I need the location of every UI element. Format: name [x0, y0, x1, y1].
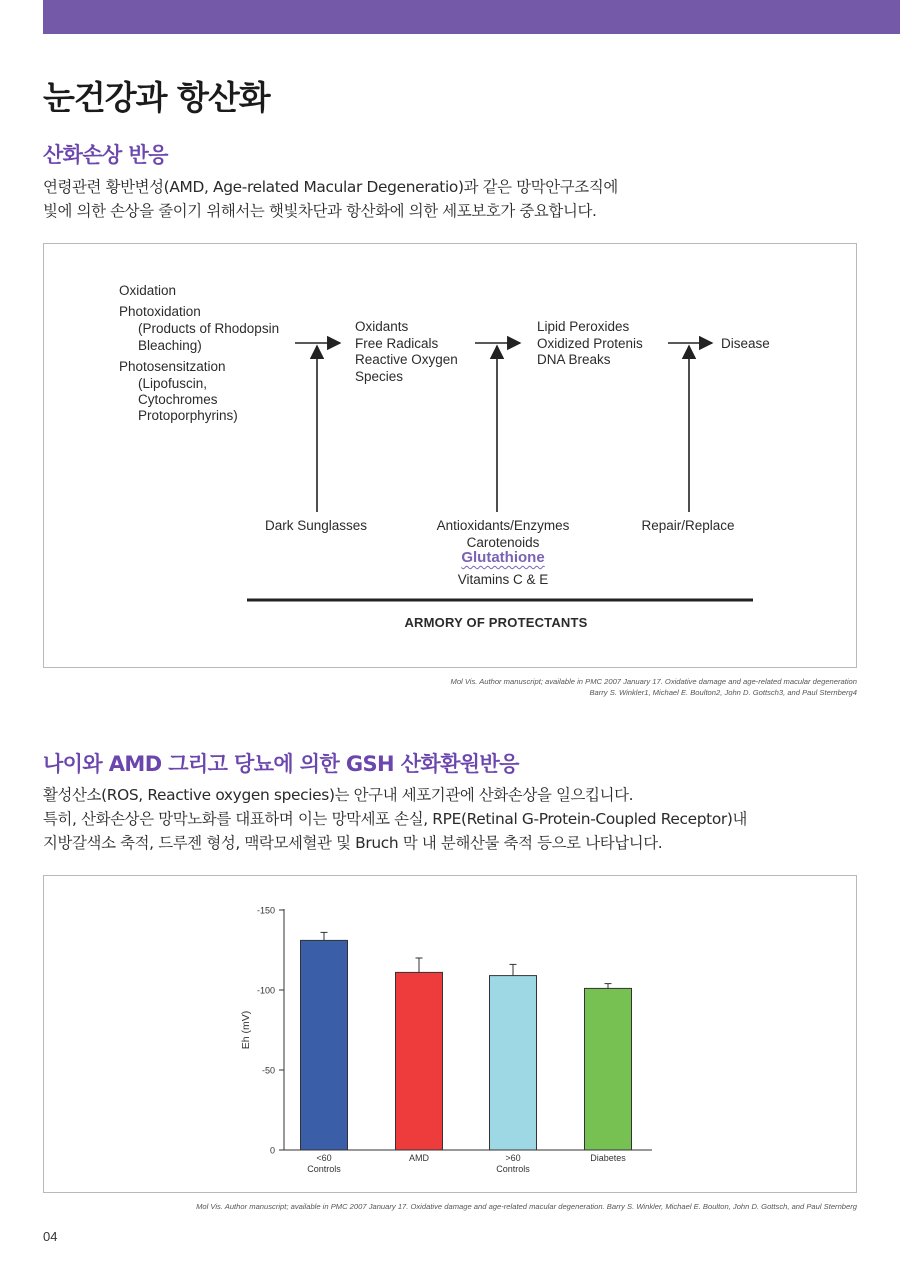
protectant-repair-replace: Repair/Replace	[641, 518, 735, 533]
damage-line-3: DNA Breaks	[537, 352, 611, 367]
section2-citation: Mol Vis. Author manuscript; available in PMC 2007 January 17. Oxidative damage and age-related macular degeneration. Barry S. Winkler, Michael E. Boulton, John D. Gottsch, and Paul Sternberg	[196, 1202, 857, 1211]
disease-label: Disease	[721, 336, 770, 351]
section2-line-1: 활성산소(ROS, Reactive oxygen species)는 안구내 세포기관에 산화손상을 일으킵니다.	[43, 786, 634, 804]
protectant-antioxidants: Antioxidants/Enzymes	[436, 518, 570, 533]
protectant-carotenoids: Carotenoids	[466, 535, 540, 550]
armory-label: ARMORY OF PROTECTANTS	[404, 615, 588, 630]
gsh-chart-box	[43, 875, 857, 1193]
oxidants-line-4: Species	[355, 369, 404, 384]
y-axis-title: Eh (mV)	[240, 1010, 252, 1050]
section1-citation	[451, 676, 858, 698]
y-tick-label: 0	[269, 1145, 275, 1156]
section1-citation-line-2: Barry S. Winkler1, Michael E. Boulton2, John D. Gottsch3, and Paul Sternberg4	[589, 688, 857, 697]
bar	[396, 972, 443, 1150]
cause-photoxidation: Photoxidation	[119, 304, 201, 319]
protectant-dark-sunglasses: Dark Sunglasses	[264, 518, 368, 533]
section1-title: 산화손상 반응	[43, 143, 168, 167]
section1-citation-line-1: Mol Vis. Author manuscript; available in PMC 2007 January 17. Oxidative damage and age-related macular degeneration	[450, 677, 857, 686]
oxidative-damage-diagram	[43, 243, 857, 668]
section2-line-2: 특히, 산화손상은 망막노화를 대표하며 이는 망막세포 손실, RPE(Retinal G-Protein-Coupled Receptor)내	[43, 810, 748, 828]
bar	[490, 976, 537, 1150]
damage-line-1: Lipid Peroxides	[537, 319, 630, 334]
oxidants-line-1: Oxidants	[355, 319, 409, 334]
cause-oxidation: Oxidation	[119, 283, 177, 298]
x-tick-label: Controls	[496, 1164, 530, 1174]
y-tick-label: -100	[256, 985, 275, 996]
section1-line-1: 연령관련 황반변성(AMD, Age-related Macular Degeneratio)과 같은 망막안구조직에	[43, 178, 618, 196]
cause-photosensitization-detail-1: (Lipofuscin,	[138, 376, 208, 391]
oxidants-line-2: Free Radicals	[355, 336, 439, 351]
x-tick-label: Controls	[307, 1164, 341, 1174]
page-number: 04	[43, 1229, 58, 1244]
damage-line-2: Oxidized Protenis	[537, 336, 643, 351]
glutathione-highlight: Glutathione	[461, 549, 545, 566]
section2-paragraph	[43, 783, 863, 855]
section2-line-3: 지방갈색소 축적, 드루젠 형성, 맥락모세혈관 및 Bruch 막 내 분해산물 축적 등으로 나타납니다.	[43, 834, 663, 852]
cause-photosensitization-detail-3: Protoporphyrins)	[138, 408, 238, 423]
bar	[585, 988, 632, 1150]
section2-title: 나이와 AMD 그리고 당뇨에 의한 GSH 산화환원반응	[43, 752, 519, 776]
cause-photosensitization-detail-2: Cytochromes	[138, 392, 218, 407]
diagram-arrows	[44, 244, 858, 669]
x-tick-label: AMD	[409, 1153, 429, 1163]
cause-photoxidation-detail-1: (Products of Rhodopsin	[138, 321, 280, 336]
y-tick-label: -150	[256, 905, 275, 916]
cause-photosensitization: Photosensitzation	[119, 359, 226, 374]
x-tick-label: <60	[316, 1153, 332, 1163]
cause-photoxidation-detail-2: Bleaching)	[138, 338, 202, 353]
top-accent-bar	[43, 0, 900, 34]
page-title: 눈건강과 항산화	[43, 78, 270, 117]
bar	[301, 940, 348, 1150]
y-tick-label: -50	[261, 1065, 275, 1076]
oxidants-line-3: Reactive Oxygen	[355, 352, 458, 367]
x-tick-label: Diabetes	[590, 1153, 626, 1163]
x-tick-label: >60	[505, 1153, 521, 1163]
protectant-vitamins: Vitamins C & E	[457, 572, 549, 587]
section1-line-2: 빛에 의한 손상을 줄이기 위해서는 햇빛차단과 항산화에 의한 세포보호가 중요합니다.	[43, 202, 597, 220]
gsh-bar-chart	[44, 876, 858, 1194]
section1-paragraph	[43, 175, 863, 223]
